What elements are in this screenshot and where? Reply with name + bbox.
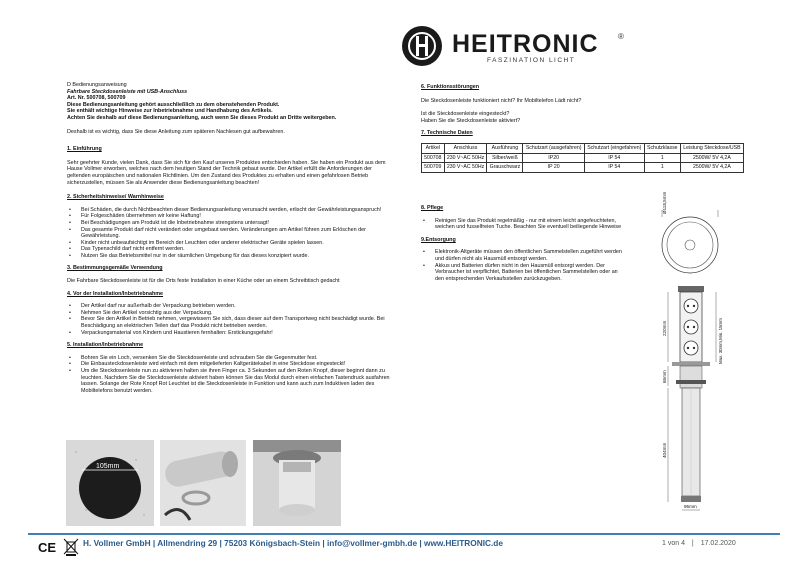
list-item: • Akkus und Batterien dürfen nicht in den Hausmüll entsorgt werden. Der Verbraucher ist verpflichtet, Batterien bei öffentlichen Sammelstellen oder an den entsprechenden Verkaufsstellen zurückzugeben. bbox=[421, 263, 626, 283]
footer-divider bbox=[28, 533, 780, 535]
s2-title: 2. Sicherheitshinweise/ Warnhinweise bbox=[67, 194, 164, 201]
dim-height-block: 220mm bbox=[662, 320, 667, 336]
table-cell: 230 V~AC 50Hz bbox=[444, 153, 487, 163]
list-item: • Kinder nicht unbeaufsichtigt im Bereich der Leuchten oder anderer elektrischer Geräte spielen lassen. bbox=[67, 240, 397, 247]
list-item: • Bei Beschädigungen am Produkt ist die Inbetriebnahme strengstens untersagt! bbox=[67, 220, 397, 227]
logo-brand: HEITRONIC bbox=[452, 30, 599, 58]
logo-h-icon bbox=[402, 26, 442, 66]
list-item: • Elektronik-Altgeräte müssen den öffentlichen Sammelstellen zugeführt werden und dürfen nicht als Hausmüll entsorgt werden. bbox=[421, 249, 626, 262]
page-number: 1 von 4 bbox=[662, 540, 685, 547]
product-name: Fahrbare Steckdosenleiste mit USB-Anschluss bbox=[67, 88, 188, 95]
weee-bin-icon bbox=[63, 538, 79, 556]
table-row bbox=[422, 153, 744, 163]
table-cell: 1 bbox=[644, 163, 680, 173]
right-column bbox=[421, 84, 756, 173]
intro-note-1: Diese Bedienungsanleitung gehört ausschließlich zu dem obenstehenden Produkt. bbox=[67, 101, 280, 108]
table-cell: 500709 bbox=[422, 163, 445, 173]
dim-top-diameter: Ø118,5mm bbox=[662, 191, 667, 214]
drill-hole-illustration bbox=[66, 440, 154, 526]
s1-text: Sehr geehrter Kunde, vielen Dank, dass Sie sich für den Kauf unseres Produktes entschieden haben. Sie haben ein Produkt aus dem Hause Vollmer erworben, welches nach dem heutigen Stand der Technik gebaut wurde. Der Artikel erfüllt die Anforderungen der geltenden europäischen und nationalen Richtlinien. Um den Zustand des Produktes zu erhalten und einen gefahrlosen Betrieb sicherzustellen, müssen Sie als Anwender diese Bedienungsanleitung beachten! bbox=[67, 159, 386, 186]
photo-drill-hole bbox=[66, 440, 154, 526]
s3-title: 3. Bestimmungsgemäße Verwendung bbox=[67, 265, 163, 272]
s6-q2: Ist die Steckdosenleiste eingesteckt? bbox=[421, 111, 510, 118]
list-item: • Nutzen Sie das Betriebsmittel nur in der räumlichen Umgebung für das dieses konzipiert wurde. bbox=[67, 253, 397, 260]
list-item: • Bevor Sie den Artikel in Betrieb nehmen, vergewissern Sie sich, dass dieser auf dem Transportweg nicht beschädigt wurde. Bei Beschädigung an elektrischen Teilen darf das Produkt nicht betrieben werden. bbox=[67, 316, 397, 329]
s6-q1: Die Steckdosenleiste funktioniert nicht? Ihr Mobiltelefon Lädt nicht? bbox=[421, 97, 582, 104]
photo-mounted-unit bbox=[253, 440, 341, 526]
s8-title: 8. Pflege bbox=[421, 205, 444, 211]
logo-reg: ® bbox=[618, 32, 624, 41]
table-header: Schutzart (eingefahren) bbox=[584, 143, 644, 153]
list-item: • Bohren Sie ein Loch, versenken Sie die Steckdosenleiste und schrauben Sie die Gegenmutter fest. bbox=[67, 355, 397, 362]
table-cell: 2500W/ 5V 4,2A bbox=[680, 153, 743, 163]
table-header: Artikel bbox=[422, 143, 445, 153]
logo-tagline: FASZINATION LICHT bbox=[487, 57, 576, 64]
list-item: • Um die Steckdosenleiste nun zu aktivieren halten sie ihren Finger ca. 3 Sekunden auf den Roten Knopf, dieser beginnt dann zu leuchten. Nachdem Sie die Steckdosenleiste aktiviert haben können Sie das Modul durch einen einfachen Tastendruck ausfahren lassen. Solange der Rote Knopf Rot Leuchtet ist die Steckdosenleiste in Funktion und kann auch zum Induktiven laden des Mobiltelefons benutzt werden. bbox=[67, 368, 397, 394]
right-lower-text bbox=[421, 205, 626, 282]
dim-lower: 404mm bbox=[662, 442, 667, 458]
table-cell: IP 20 bbox=[523, 163, 584, 173]
list-item: • Bei Schäden, die durch Nichtbeachten dieser Bedienungsanleitung verursacht werden, erlischt der Gewährleistungsanspruch! bbox=[67, 207, 397, 214]
footer-company: H. Vollmer GmbH | Allmendring 29 | 75203 Königsbach-Stein | info@vollmer-gmbh.de | www.HEITRONIC.de bbox=[83, 538, 503, 548]
doc-date: 17.02.2020 bbox=[700, 540, 736, 547]
dimension-drawing-svg bbox=[640, 200, 760, 522]
dim-bottom: 95mm bbox=[684, 504, 697, 509]
table-header: Schutzart (ausgefahren) bbox=[523, 143, 584, 153]
s5-title: 5. Installation/Inbetriebnahme bbox=[67, 342, 144, 349]
s1-title: 1. Einführung bbox=[67, 146, 102, 153]
install-parts-illustration bbox=[160, 440, 246, 526]
dim-max-min: Max. 30mm,Min. 15mm bbox=[718, 318, 723, 364]
photo-dim-label: 105mm bbox=[96, 463, 120, 470]
table-cell: IP 54 bbox=[584, 153, 644, 163]
table-header: Schutzklasse bbox=[644, 143, 680, 153]
table-cell: Grauschwarz bbox=[487, 163, 523, 173]
heitronic-logo bbox=[402, 24, 632, 68]
list-item: • Die Einbausteckdosenleiste wird einfach mit dem mitgelieferten Kaltgerätekabel in eine Steckdose eingesteckt! bbox=[67, 361, 397, 368]
list-item: • Verpackungsmaterial von Kindern und Haustieren fernhalten: Erstickungsgefahr! bbox=[67, 330, 397, 337]
table-cell: IP 54 bbox=[584, 163, 644, 173]
tech-data-table bbox=[421, 143, 744, 173]
list-item: • Reinigen Sie das Produkt regelmäßig - nur mit einem leicht angefeuchteten, weichen und fusselfreien Tuche. Beachten Sie eventuell beiliegende Hinweise bbox=[421, 218, 626, 231]
s4-title: 4. Vor der Installation/Inbetriebnahme bbox=[67, 290, 164, 297]
table-header: Anschluss bbox=[444, 143, 487, 153]
table-cell: 230 V~AC 50Hz bbox=[444, 163, 487, 173]
list-item: • Das Typenschild darf nicht entfernt werden. bbox=[67, 246, 397, 253]
table-header: Leistung Steckdose/USB bbox=[680, 143, 743, 153]
s7-title: 7. Technische Daten bbox=[421, 130, 473, 137]
table-header-row bbox=[422, 143, 744, 153]
keep-note: Deshalb ist es wichtig, dass Sie diese Anleitung zum späteren Nachlesen gut aufbewahren. bbox=[67, 128, 285, 135]
mounted-unit-illustration bbox=[253, 440, 341, 526]
s6-q3: Haben Sie die Steckdosenleiste aktiviert? bbox=[421, 117, 521, 124]
table-cell: Silber/weiß bbox=[487, 153, 523, 163]
s9-list bbox=[421, 249, 626, 282]
left-column bbox=[67, 82, 397, 394]
list-item: • Das gesamte Produkt darf nicht verändert oder umgebaut werden. Veränderungen am Artikel führen zum Erlöschen der Gewährleistung. bbox=[67, 227, 397, 240]
intro-note-2: Sie enthält wichtige Hinweise zur Inbetriebnahme und Handhabung des Artikels. bbox=[67, 108, 273, 115]
s5-list bbox=[67, 355, 397, 395]
s2-list bbox=[67, 207, 397, 260]
table-header: Ausführung bbox=[487, 143, 523, 153]
intro-note-3: Achten Sie deshalb auf diese Bedienungsanleitung, auch wenn Sie dieses Produkt an Dritte weitergeben. bbox=[67, 114, 337, 121]
s3-text: Die Fahrbare Steckdosenleiste ist für die Orts feste Installation in einer Küche oder an einem Schreibtisch gedacht bbox=[67, 278, 340, 285]
list-item: • Der Artikel darf nur außerhalb der Verpackung betrieben werden. bbox=[67, 303, 397, 310]
technical-drawing bbox=[640, 191, 760, 522]
table-cell: IP20 bbox=[523, 153, 584, 163]
s9-title: 9.Entsorgung bbox=[421, 236, 456, 243]
doc-title: D Bedienungsanweisung bbox=[67, 82, 127, 88]
dim-mid: 65mm bbox=[662, 370, 667, 383]
article-numbers: Art. Nr. 500708, 500709 bbox=[67, 95, 126, 102]
photo-install-parts bbox=[160, 440, 246, 526]
ce-mark: CE bbox=[38, 540, 57, 555]
table-row bbox=[422, 163, 744, 173]
table-cell: 500708 bbox=[422, 153, 445, 163]
s8-list bbox=[421, 218, 626, 231]
table-cell: 2500W/ 5V 4,2A bbox=[680, 163, 743, 173]
list-item: • Für Folgeschäden übernehmen wir keine Haftung! bbox=[67, 213, 397, 220]
s4-list bbox=[67, 303, 397, 336]
s6-title: 6. Funktionsstörungen bbox=[421, 84, 480, 90]
list-item: • Nehmen Sie den Artikel vorsichtig aus der Verpackung. bbox=[67, 310, 397, 317]
page-info: 1 von 4 | 17.02.2020 bbox=[662, 540, 736, 547]
table-cell: 1 bbox=[644, 153, 680, 163]
